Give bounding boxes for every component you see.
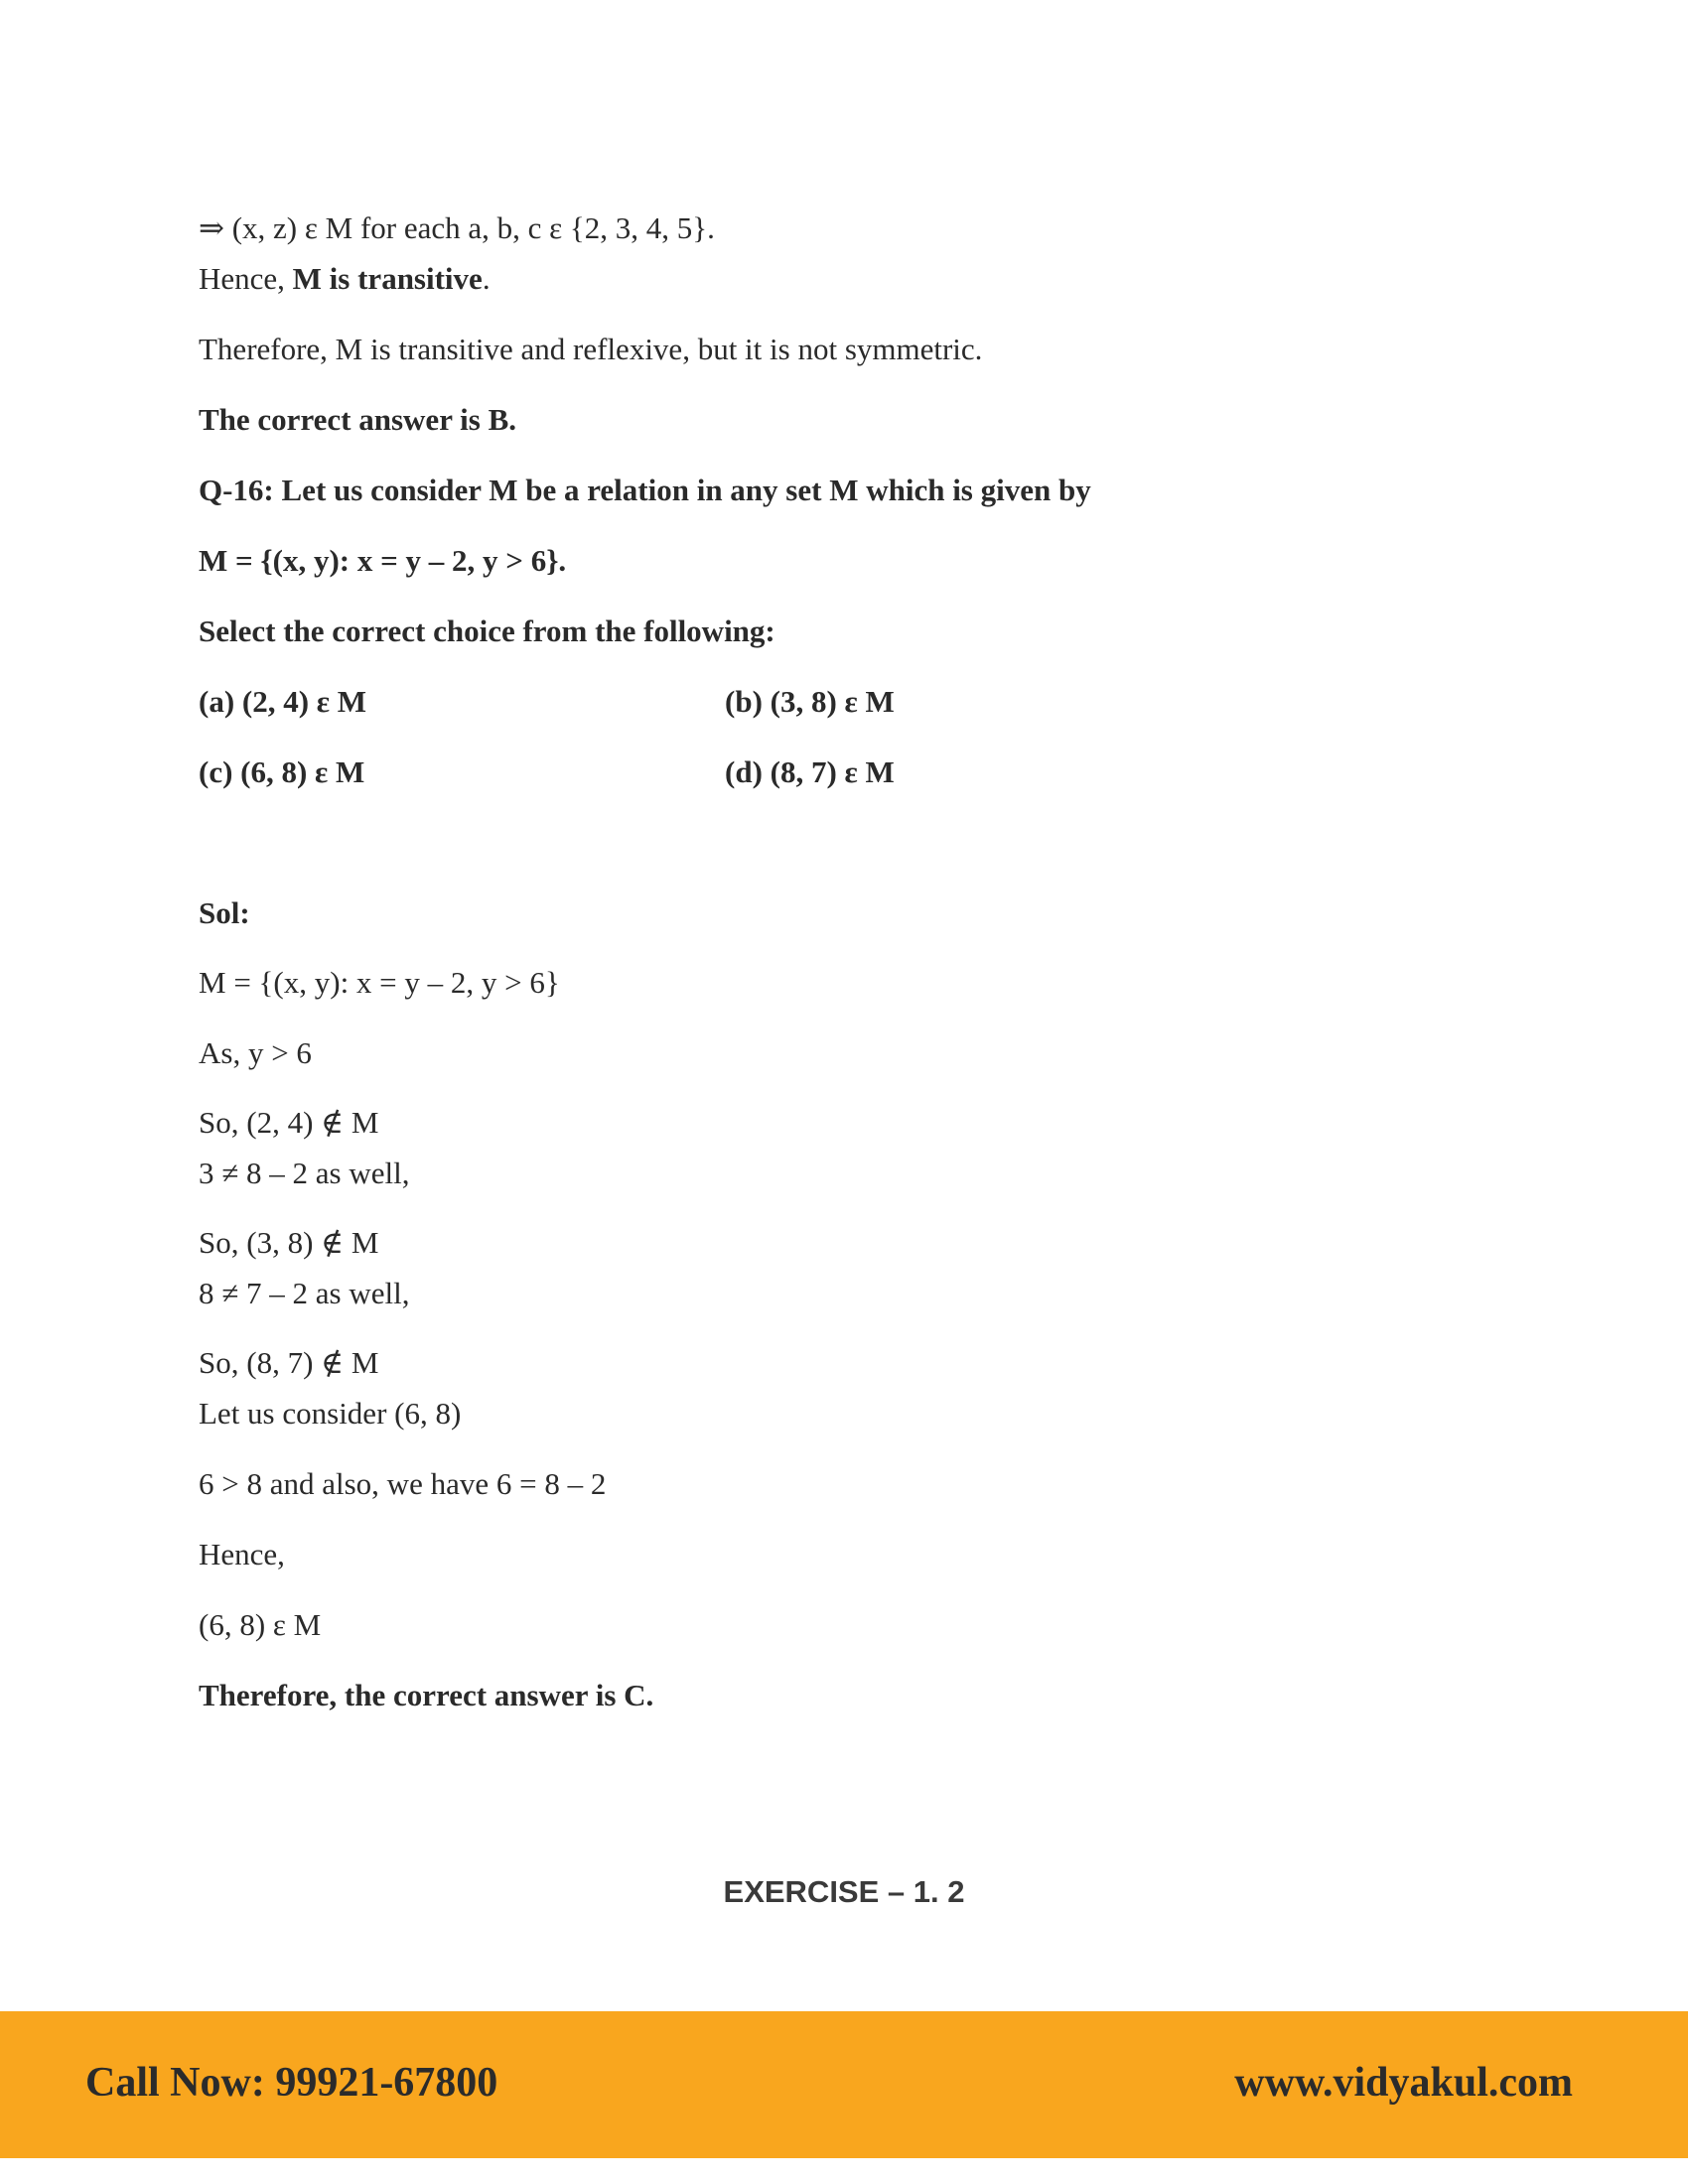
option-c: (c) (6, 8) ε M xyxy=(199,754,365,789)
option-b: (b) (3, 8) ε M xyxy=(725,684,895,719)
solution-line: So, (8, 7) ∉ M xyxy=(199,1345,379,1380)
solution-line: 3 ≠ 8 – 2 as well, xyxy=(199,1156,410,1190)
options-row xyxy=(199,682,895,722)
question-title: Q-16: Let us consider M be a relation in any set M which is given by xyxy=(199,473,1091,507)
solution-line: (6, 8) ε M xyxy=(199,1607,322,1642)
solution-line: 6 > 8 and also, we have 6 = 8 – 2 xyxy=(199,1466,607,1501)
text-span: Hence, xyxy=(199,261,293,296)
options-row xyxy=(199,752,895,792)
solution-label: Sol: xyxy=(199,895,250,930)
bold-text: M is transitive xyxy=(292,261,483,296)
question-set: M = {(x, y): x = y – 2, y > 6}. xyxy=(199,543,567,578)
question-instruction: Select the correct choice from the following: xyxy=(199,614,775,648)
website-link[interactable]: www.vidyakul.com xyxy=(1234,2060,1573,2106)
option-a: (a) (2, 4) ε M xyxy=(199,684,367,719)
solution-line: So, (2, 4) ∉ M xyxy=(199,1105,379,1140)
answer-line: The correct answer is B. xyxy=(199,402,516,437)
footer-banner xyxy=(0,2011,1688,2158)
solution-line: As, y > 6 xyxy=(199,1035,312,1070)
text-line: ⇒ (x, z) ε M for each a, b, c ε {2, 3, 4, 5}. xyxy=(199,210,715,245)
solution-line: 8 ≠ 7 – 2 as well, xyxy=(199,1276,410,1310)
text-line: Therefore, M is transitive and reflexive, but it is not symmetric. xyxy=(199,332,983,366)
call-now-text[interactable]: Call Now: 99921-67800 xyxy=(85,2060,498,2106)
solution-line: M = {(x, y): x = y – 2, y > 6} xyxy=(199,965,560,1000)
solution-line: Hence, xyxy=(199,1537,285,1571)
solution-line: Let us consider (6, 8) xyxy=(199,1396,462,1431)
solution-line: So, (3, 8) ∉ M xyxy=(199,1225,379,1260)
exercise-heading: EXERCISE – 1. 2 xyxy=(723,1874,965,1909)
text-span: . xyxy=(482,261,491,296)
option-d: (d) (8, 7) ε M xyxy=(725,754,895,789)
final-answer: Therefore, the correct answer is C. xyxy=(199,1678,654,1712)
text-line xyxy=(199,259,491,299)
